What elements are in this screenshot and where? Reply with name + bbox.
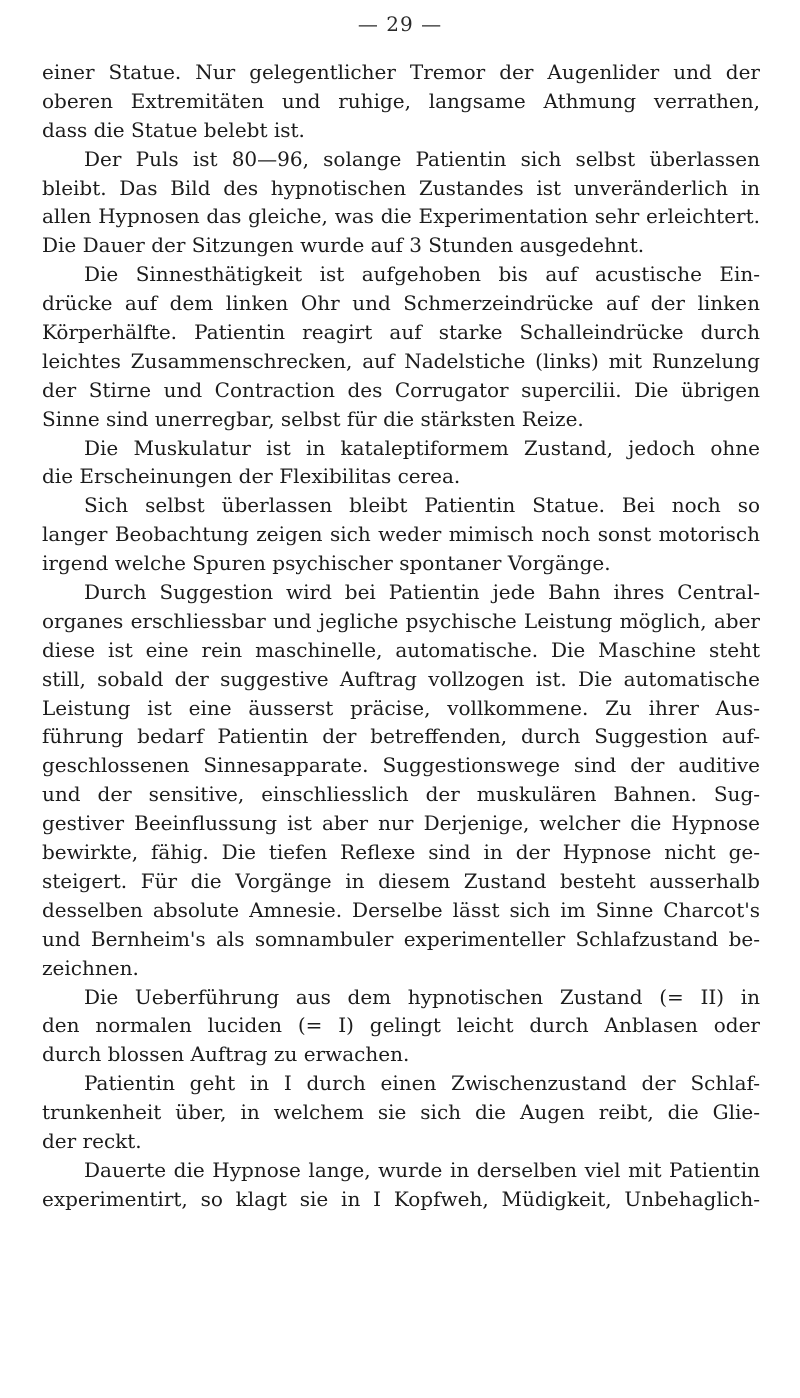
text-line: diese ist eine rein maschinelle, automatische. Die Maschine steht <box>42 637 760 662</box>
text-line: oberen Extremitäten und ruhige, langsame Athmung verrathen, <box>42 88 760 113</box>
text-line: steigert. Für die Vorgänge in diesem Zustand besteht ausserhalb <box>42 868 760 893</box>
body-text <box>42 58 760 1214</box>
text-line: durch blossen Auftrag zu erwachen. <box>42 1042 410 1067</box>
text-line: gestiver Beeinflussung ist aber nur Derjenige, welcher die Hypnose <box>42 811 760 836</box>
text-line: Dauerte die Hypnose lange, wurde in derselben viel mit Patientin <box>84 1157 760 1182</box>
text-line: zeichnen. <box>42 955 139 980</box>
text-line: Leistung ist eine äusserst präcise, vollkommene. Zu ihrer Aus- <box>42 695 760 720</box>
text-line: Die Muskulatur ist in kataleptiformem Zustand, jedoch ohne <box>84 435 760 460</box>
text-line: drücke auf dem linken Ohr und Schmerzeindrücke auf der linken <box>42 291 760 316</box>
text-line: Die Ueberführung aus dem hypnotischen Zustand (= II) in <box>84 984 760 1009</box>
text-line: die Erscheinungen der Flexibilitas cerea. <box>42 464 461 489</box>
text-line: der reckt. <box>42 1128 142 1153</box>
text-line: Körperhälfte. Patientin reagirt auf starke Schalleindrücke durch <box>42 320 760 345</box>
text-line: Die Sinnesthätigkeit ist aufgehoben bis auf acustische Ein- <box>84 262 760 287</box>
text-line: und Bernheim's als somnambuler experimenteller Schlafzustand be- <box>42 926 760 951</box>
text-line: bewirkte, fähig. Die tiefen Reflexe sind in der Hypnose nicht ge- <box>42 840 760 865</box>
page-number: — 29 — <box>357 12 443 36</box>
text-line: Der Puls ist 80—96, solange Patientin sich selbst überlassen <box>84 146 760 171</box>
text-line: langer Beobachtung zeigen sich weder mimisch noch sonst motorisch <box>42 522 760 547</box>
text-line: irgend welche Spuren psychischer spontaner Vorgänge. <box>42 551 611 576</box>
text-line: Sinne sind unerregbar, selbst für die stärksten Reize. <box>42 406 584 431</box>
text-line: einer Statue. Nur gelegentlicher Tremor der Augenlider und der <box>42 60 760 84</box>
text-line: bleibt. Das Bild des hypnotischen Zustandes ist unveränderlich in <box>42 175 760 200</box>
text-line: dass die Statue belebt ist. <box>42 117 305 142</box>
text-line: geschlossenen Sinnesapparate. Suggestionswege sind der auditive <box>42 753 760 778</box>
text-line: Sich selbst überlassen bleibt Patientin Statue. Bei noch so <box>84 493 760 518</box>
text-line: leichtes Zusammenschrecken, auf Nadelstiche (links) mit Runzelung <box>42 348 760 373</box>
text-line: und der sensitive, einschliesslich der muskulären Bahnen. Sug- <box>42 782 760 807</box>
text-line: der Stirne und Contraction des Corrugator supercilii. Die übrigen <box>42 377 760 402</box>
text-line: führung bedarf Patientin der betreffenden, durch Suggestion auf- <box>42 724 760 749</box>
text-line: Durch Suggestion wird bei Patientin jede Bahn ihres Central- <box>84 580 760 605</box>
text-line: allen Hypnosen das gleiche, was die Experimentation sehr erleichtert. <box>42 204 760 229</box>
text-line: trunkenheit über, in welchem sie sich die Augen reibt, die Glie- <box>42 1100 760 1125</box>
text-line: desselben absolute Amnesie. Derselbe lässt sich im Sinne Charcot's <box>42 897 760 922</box>
text-line: still, sobald der suggestive Auftrag vollzogen ist. Die automatische <box>42 666 760 691</box>
text-line: organes erschliessbar und jegliche psychische Leistung möglich, aber <box>42 608 760 633</box>
text-line: experimentirt, so klagt sie in I Kopfweh, Müdigkeit, Unbehaglich- <box>42 1186 760 1211</box>
text-line: Patientin geht in I durch einen Zwischenzustand der Schlaf- <box>84 1071 760 1096</box>
text-line: Die Dauer der Sitzungen wurde auf 3 Stunden ausgedehnt. <box>42 233 645 258</box>
text-line: den normalen luciden (= I) gelingt leicht durch Anblasen oder <box>42 1013 760 1038</box>
